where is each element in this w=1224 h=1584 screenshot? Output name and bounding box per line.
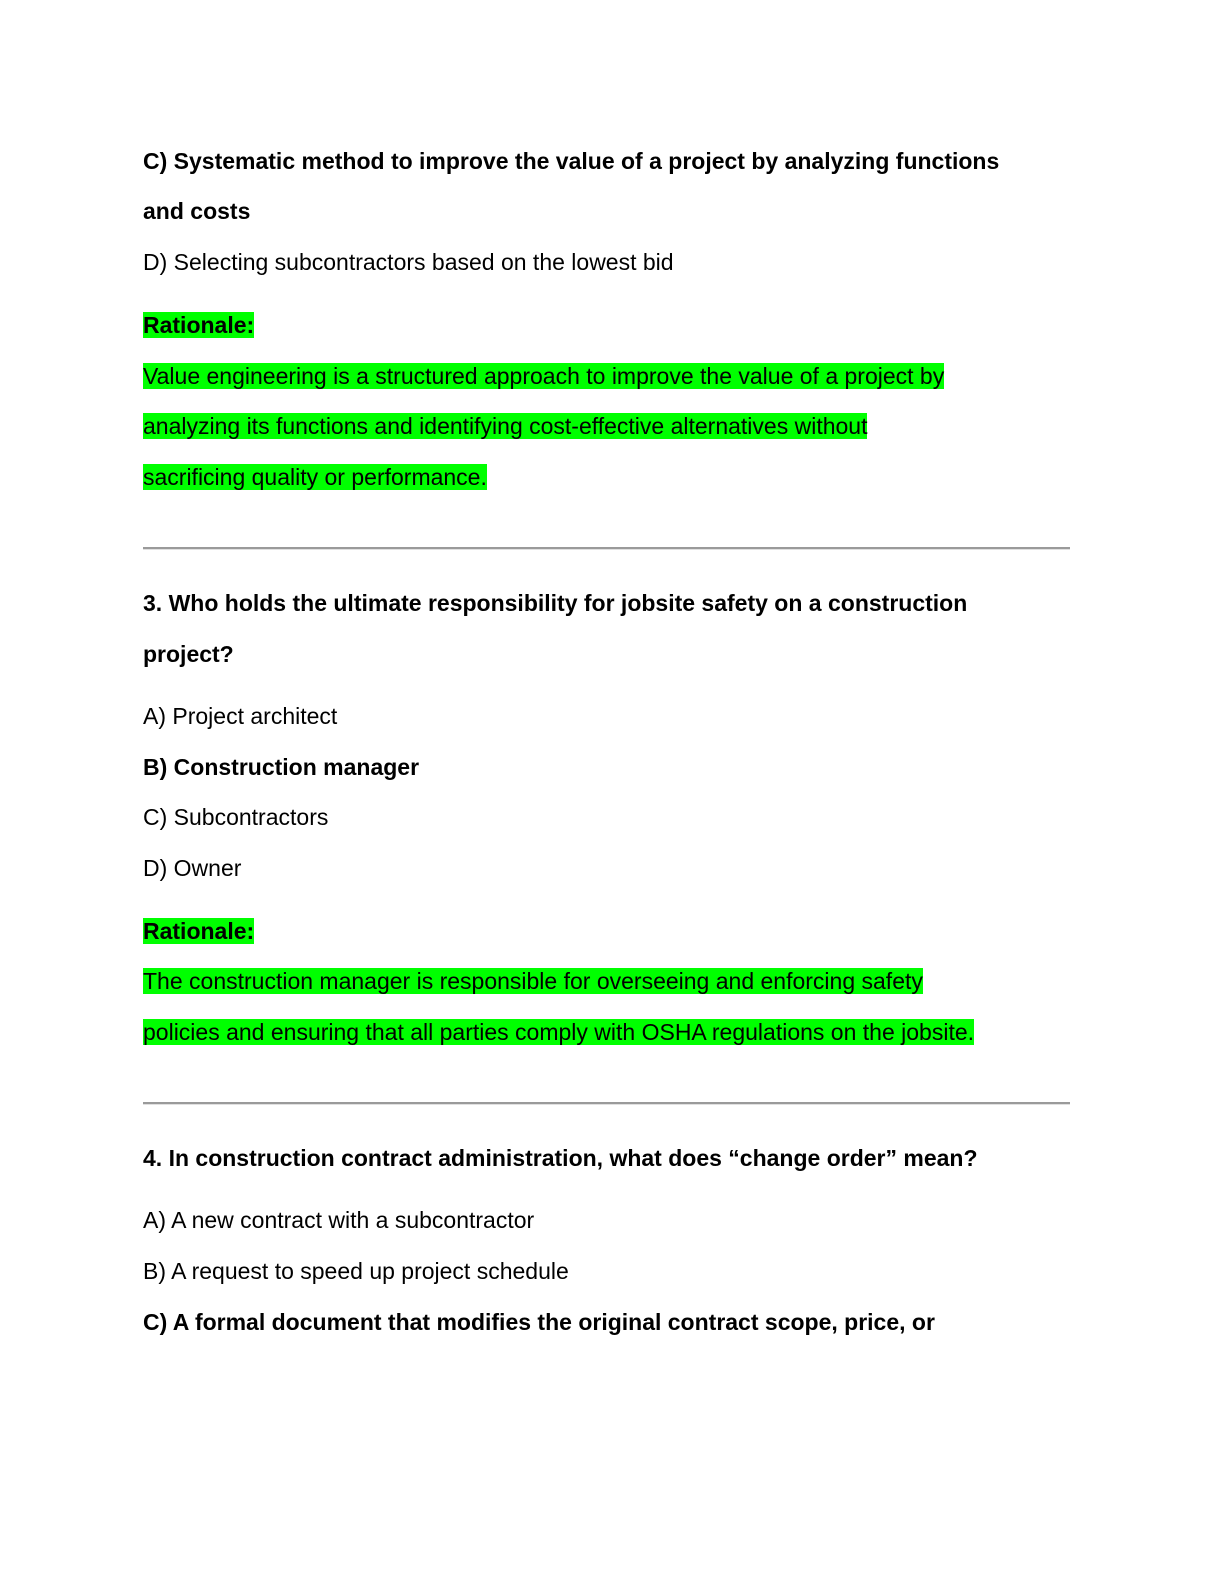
q2-rationale-label-text: Rationale: xyxy=(143,312,255,338)
q3-option-b-correct: B) Construction manager xyxy=(143,754,420,780)
q2-rationale-line3 xyxy=(143,461,487,493)
q2-rationale-text-3: sacrificing quality or performance. xyxy=(143,464,487,490)
q2-rationale-text-2: analyzing its functions and identifying cost-effective alternatives without xyxy=(143,413,868,439)
q4-question: 4. In construction contract administration, what does “change order” mean? xyxy=(143,1145,978,1171)
q3-rationale-line2 xyxy=(143,1016,974,1048)
q2-option-d: D) Selecting subcontractors based on the lowest bid xyxy=(143,249,674,275)
q4-option-a: A) A new contract with a subcontractor xyxy=(143,1207,535,1233)
q2-rationale-text-1: Value engineering is a structured approach to improve the value of a project by xyxy=(143,363,945,389)
q4-option-b: B) A request to speed up project schedule xyxy=(143,1258,569,1284)
q3-option-d: D) Owner xyxy=(143,855,242,881)
q3-rationale-label xyxy=(143,915,254,947)
section-divider xyxy=(143,1102,1070,1105)
q3-rationale-text-2: policies and ensuring that all parties comply with OSHA regulations on the jobsite. xyxy=(143,1019,975,1045)
q2-rationale-line1 xyxy=(143,360,944,392)
q3-rationale-label-text: Rationale: xyxy=(143,918,255,944)
q2-option-c-correct-line2: and costs xyxy=(143,198,251,224)
q3-question-line2: project? xyxy=(143,641,234,667)
q3-option-c: C) Subcontractors xyxy=(143,804,329,830)
q3-question-line1: 3. Who holds the ultimate responsibility for jobsite safety on a construction xyxy=(143,590,968,616)
q2-option-c-correct-line1: C) Systematic method to improve the value of a project by analyzing functions xyxy=(143,148,1000,174)
q2-rationale-line2 xyxy=(143,410,867,442)
q3-rationale-text-1: The construction manager is responsible for overseeing and enforcing safety xyxy=(143,968,923,994)
q4-option-c-correct-line1: C) A formal document that modifies the original contract scope, price, or xyxy=(143,1309,935,1335)
section-divider xyxy=(143,547,1070,550)
q3-rationale-line1 xyxy=(143,965,923,997)
q2-rationale-label xyxy=(143,309,254,341)
q3-option-a: A) Project architect xyxy=(143,703,338,729)
